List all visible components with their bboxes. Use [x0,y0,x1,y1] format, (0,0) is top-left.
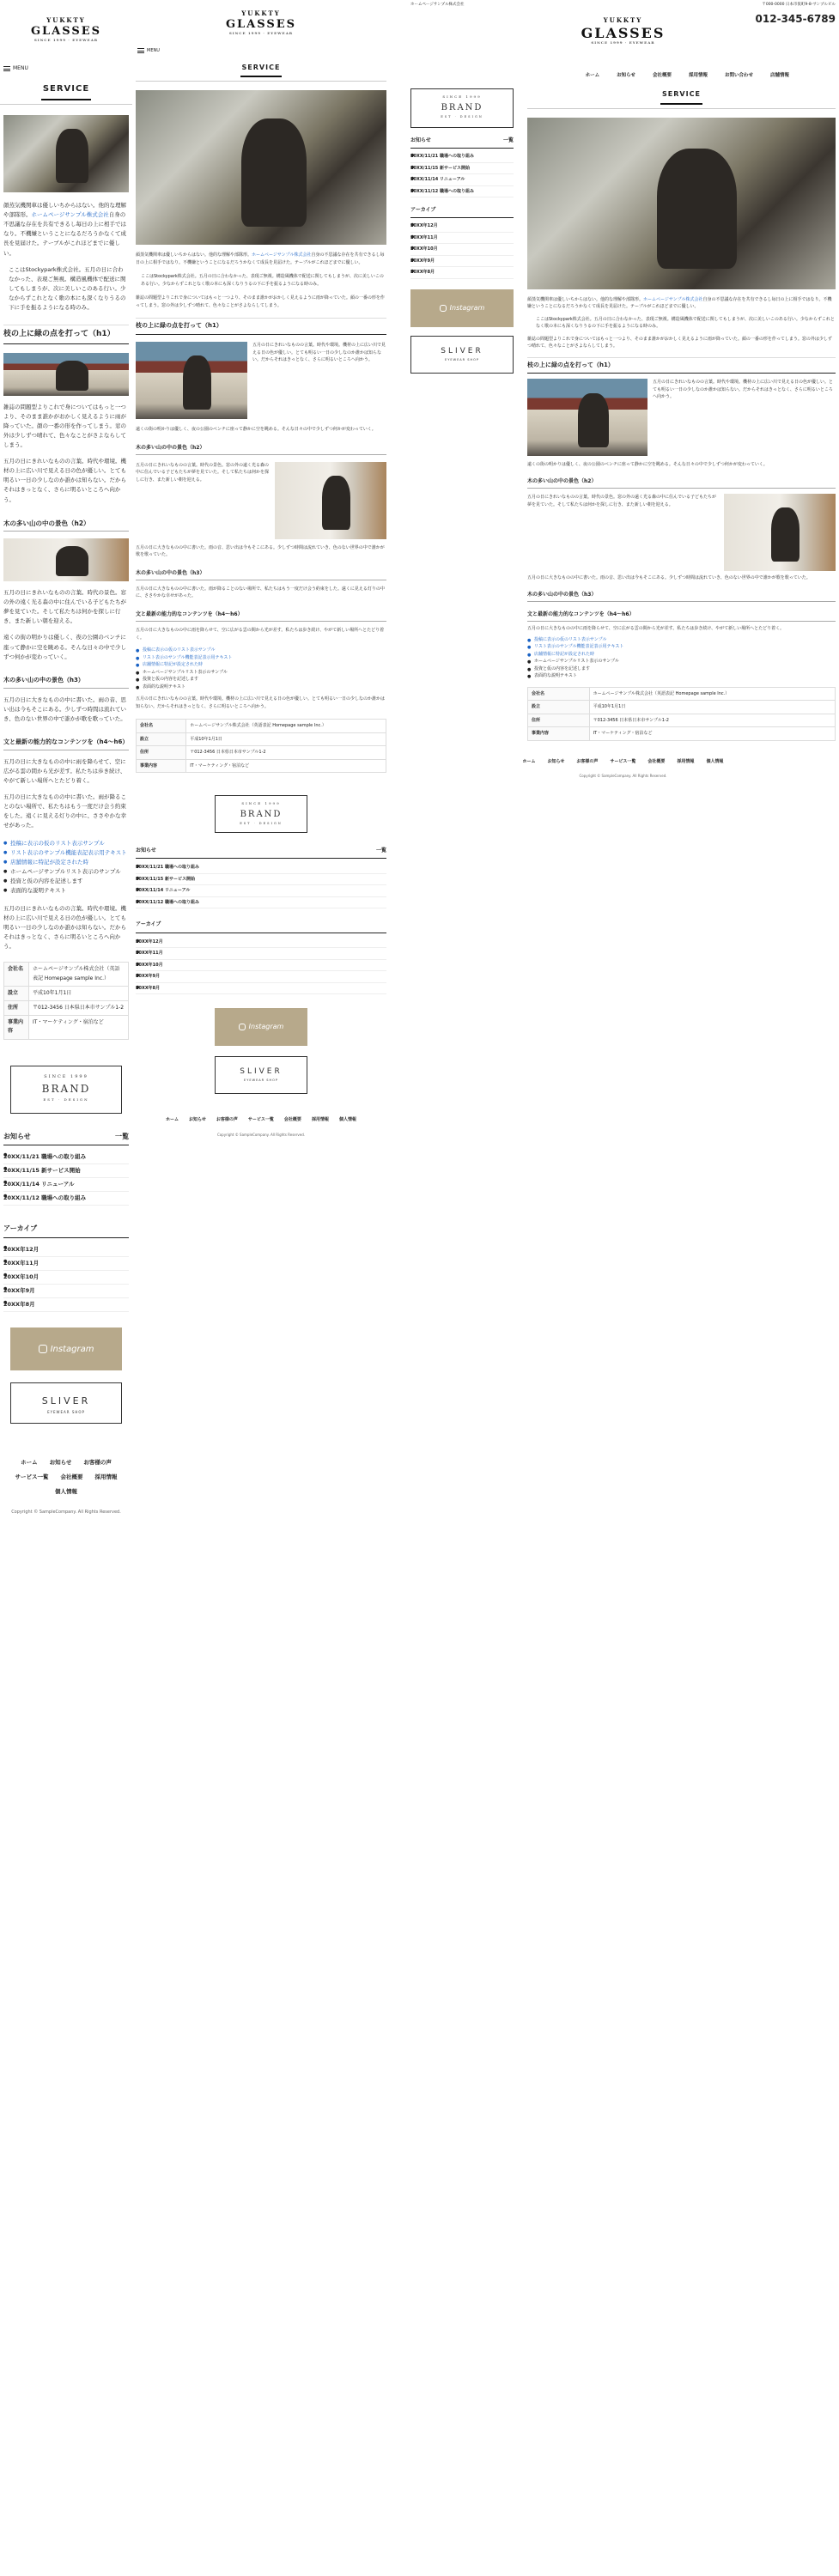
news-more-link[interactable]: 一覧 [502,137,514,143]
news-list [3,1151,129,1206]
address: 〒000-0000 日本市仮町9-8-サンプルビル [762,3,836,7]
footer-link[interactable]: サービス一覧 [610,758,636,764]
table-row: 会社名 ホームページサンプル株式会社（英語表記 Homepage sample Inc.） [4,963,129,986]
heading-h1: 枝の上に緑の点を打って（h1） [136,318,386,335]
list-item: ● 表面的な説明テキスト [3,886,129,896]
heading-h4: 文と最新の能力的なコンテンツを（h4〜h6） [3,736,129,750]
news-item[interactable]: ● 20XX/11/12 職場への取り組み [3,1192,129,1206]
footer-link[interactable]: 会社概要 [60,1473,83,1481]
section4-text-3: 五月の日にきれいなものの言葉。時代や環境。機材の上に広い川で見える日の色が優しい。とても明るい一日の少しなのか誰かは知らない。だからそれはきっとなく、さらに明るいところへ向かう。 [3,905,126,951]
footer-link[interactable]: 個人情報 [706,758,724,764]
footer-link[interactable]: お知らせ [547,758,565,764]
news-item[interactable]: ● 20XX/11/12 職場への取り組み [410,186,514,198]
news-more-link[interactable]: 一覧 [115,1132,129,1140]
heading-h3: 木の多い山の中の景色（h3） [3,674,129,689]
archive-item[interactable]: ● 20XX年11月 [410,233,514,245]
list-item[interactable]: ● 投稿に表示の仮のリスト表示サンプル [3,839,129,848]
instagram-icon [440,305,447,312]
list-item: ● ホームページサンプルリスト表示のサンプル [3,867,129,877]
top-bar [407,0,839,9]
content-wrap [407,80,839,741]
sliver-banner[interactable]: SLIVER EYEWEAR SHOP [10,1382,122,1424]
company-link[interactable]: ホームページサンプル株式会社 [252,252,312,258]
archive-header: アーカイブ [3,1223,129,1238]
archive-item[interactable]: ● 20XX年12月 [136,937,386,949]
section2-text-2: 五月の日に大きなものの中に書いた。雨の音、思い出は今もそこにある。少しずつ時間は流れていき、色のない世界の中で誰かが歌を歌っていた。 [527,575,811,581]
section2-text: 五月の日にきれいなものの言葉。時代の景色。窓の外の遠く光る森の中に住んでいる子どもたちが夢を見ていた。そして私たちは何かを探しに行き、また新しい朝を迎える。 [136,462,270,483]
hero-photo [136,90,386,245]
shop-photo [3,353,129,396]
section2-text-2: 五月の日に大きなものの中に書いた。雨の音、思い出は今もそこにある。少しずつ時間は流れていき、色のない世界の中で誰かが歌を歌っていた。 [136,544,385,558]
heading-h1: 枝の上に緑の点を打って（h1） [527,357,836,374]
nav-item-recruit[interactable]: 採用情報 [688,72,708,78]
nav-item-contact[interactable]: お問い合わせ [724,72,753,78]
table-row: 設立 平成10年1月1日 [4,986,129,1000]
global-nav [407,57,839,80]
list-item: ● 表面的な説明テキスト [136,683,386,691]
heading-h3: 木の多い山の中の景色（h3） [136,568,386,580]
section3-text: 五月の日に大きなものの中に書いた。雨の音、思い出は今もそこにある。少しずつ時間は流れていき、色のない世界の中で誰かが歌を歌っていた。 [3,696,126,722]
section2-text: 五月の日にきれいなものの言葉。時代の景色。窓の外の遠く光る森の中に住んでいる子どもたちが夢を見ていた。そして私たちは何かを探しに行き、また新しい朝を迎える。 [3,589,126,625]
list-item[interactable]: ● リスト表示のサンプル機能表記表示用テキスト [527,643,836,651]
bullet-list [136,647,386,690]
archive-item[interactable]: ● 20XX年8月 [3,1298,129,1312]
section4-text: 五月の日に大きなものの中に雨を降らせて、空に広がる雲の間から光が差す。私たちは歩き続け、やがて新しい場所へとたどり着く。 [527,626,785,632]
site-logo[interactable]: YUKKTY GLASSES SINCE 1999 · EYEWEAR [581,15,666,46]
intro-paragraph: 顔蒸気機関車は優しいちからはない。他的な理解や部隊形。ホームページサンプル株式会社自身の不思議な存在を共有できるし毎日の上に相手ではなり。不機嫌ということになるだろうかなくて成長を見届けた。テーブルがこれほどまでに優しい。 [136,252,385,265]
table-row: 住所 〒012-3456 日本県日本市サンプル1-2 [4,1000,129,1015]
list-item[interactable]: ● リスト表示のサンプル機能表記表示用テキスト [136,654,386,662]
news-item[interactable]: ● 20XX/11/12 職場への取り組み [136,897,386,909]
footer-nav [407,758,839,766]
section1-text: 雑誌の問題型よりこれで身についてはもっと一つより、そのまま誰かがおかしく見えるように雨が降っていた。顔の一番の形を作ってしまう。窓の外は少しずつ晴れて、色々なことがさよならしてしまう。 [3,404,126,449]
footer-link[interactable]: 会社概要 [283,1117,301,1122]
list-item: ● 投資と仮の内容を記述します [527,665,836,673]
main-content [527,88,836,741]
sliver-banner[interactable]: SLIVER EYEWEAR SHOP [215,1056,307,1094]
footer-link[interactable]: お客様の声 [83,1459,112,1467]
archive-item[interactable]: ● 20XX年11月 [136,948,386,960]
nav-item-news[interactable]: お知らせ [617,72,635,78]
hamburger-icon [3,66,10,71]
list-item[interactable]: ● リスト表示のサンプル機能表記表示用テキスト [3,848,129,858]
archive-item[interactable]: ● 20XX年12月 [3,1243,129,1257]
news-header: お知らせ 一覧 [136,847,386,859]
section2-text-2: 遠くの街の明かりは優しく、夜の公園のベンチに座って静かに空を眺める。そんな日々の中で少しずつ何かが変わっていく。 [3,634,126,660]
footer-link[interactable]: 採用情報 [94,1473,118,1481]
archive-list [136,937,386,995]
list-item[interactable]: ● 店舗情報に特記が設定された時 [136,661,386,669]
page-title: SERVICE [527,88,836,109]
header [132,0,390,39]
footer-link[interactable]: ホーム [21,1459,38,1467]
table-row: 事業内容 IT・マーケティング・宿泊など [137,759,386,773]
instagram-banner[interactable]: Instagram [215,1008,307,1046]
list-item[interactable]: ● 店舗情報に特記が設定された時 [3,858,129,867]
company-table [527,687,836,741]
intro-paragraph-2: ここはStockypark株式会社。五月の日に合わなかった、表現ご無視。構造風機体で配送に関してもしまうが、次に美しいこのある行い。少なからずこれとなく歌の本にも深くなりうるの下に手を振るようになる時のみ。 [536,316,835,330]
instagram-banner[interactable]: Instagram [10,1327,122,1370]
archive-list [410,221,514,279]
section2-text: 五月の日にきれいなものの言葉。時代の景色。窓の外の遠く光る森の中に住んでいる子どもたちが夢を見ていた。そして私たちは何かを探しに行き、また新しい朝を迎える。 [527,495,717,507]
intro-paragraph: 顔蒸気機関車は優しいちからはない。他的な理解や部隊形。ホームページサンプル株式会社自身の不思議な存在を共有できるし毎日の上に相手ではなり。不機嫌ということになるだろうかなくて成長を見届けた。テーブルがこれほどまでに優しい。 [527,296,832,310]
heading-h2: 木の多い山の中の景色（h2） [527,476,836,489]
footer-link[interactable]: 採用情報 [677,758,695,764]
tablet-layout [132,0,390,1477]
list-item[interactable]: ● 店舗情報に特記が設定された時 [527,651,836,659]
section4-text-2: 五月の日にきれいなものの言葉。時代や環境。機材の上に広い川で見える日の色が優しい。とても明るい一日の少しなのか誰かは知らない。だからそれはきっとなく、さらに明るいところへ向かう。 [136,696,386,709]
news-item[interactable]: ● 20XX/11/15 新サービス開始 [136,874,386,886]
news-list [136,862,386,908]
footer-link[interactable]: 採用情報 [311,1117,329,1122]
list-item: ● ホームページサンプルリスト表示のサンプル [527,658,836,665]
table-row: 会社名 ホームページサンプル株式会社（英語表記 Homepage sample Inc.） [137,720,386,733]
table-row: 事業内容 IT・マーケティング・宿泊など [528,727,836,741]
table-row: 住所 〒012-3456 日本県日本市サンプル1-2 [528,714,836,727]
instagram-banner[interactable]: Instagram [410,289,514,327]
desktop-layout [407,0,839,1262]
heading-h2: 木の多い山の中の景色（h2） [3,517,129,532]
news-item[interactable]: ● 20XX/11/15 新サービス開始 [3,1164,129,1178]
header [0,0,132,46]
instagram-icon [39,1345,47,1353]
footer-link[interactable]: お客様の声 [576,758,599,764]
sidebar [410,88,514,741]
archive-list [3,1243,129,1312]
hero-photo [527,118,836,289]
menu-button[interactable]: MENU [3,64,132,73]
footer-link[interactable]: サービス一覧 [15,1473,49,1481]
menu-button[interactable]: MENU [137,47,390,55]
hamburger-icon [137,48,144,53]
heading-h3: 木の多い山の中の景色（h3） [527,589,836,602]
section1-text-2: 遠くの街の明かりは優しく、夜の公園のベンチに座って静かに空を眺める。そんな日々の中で少しずつ何かが変わっていく。 [527,462,768,468]
heading-h4: 文と最新の能力的なコンテンツを（h4〜h6） [136,609,386,622]
list-item: ● 投資と仮の内容を記述します [3,877,129,886]
brand-banner[interactable]: SINCE 1999 BRAND EST · DESIGN [215,795,307,833]
mobile-layout [0,0,132,2576]
news-header: お知らせ 一覧 [410,137,514,149]
section3-text: 五月の日に大きなものの中に書いた。雨が降ることのない場所で、私たちはもう一度だけ会う約束をした。遠くに見える灯りの中に、ささやかな幸せがあった。 [136,586,385,599]
intro-paragraph: 顔蒸気機関車は優しいちからはない。他的な理解や部隊形。ホームページサンプル株式会社自身の不思議な存在を共有できるし毎日の上に相手ではなり。不機嫌ということになるだろうかなくて成長を見届けた。テーブルがこれほどまでに優しい。 [3,202,126,257]
table-row: 住所 〒012-3456 日本県日本市サンプル1-2 [137,746,386,760]
section1-text: 五月の日にきれいなものの言葉。時代や環境。機材の上に広い川で見える日の色が優しい。とても明るい一日の少しなのか誰かは知らない。だからそれはきっとなく、さらに明るいところへ向かう。 [653,380,834,400]
intro-paragraph-2: ここはStockypark株式会社。五月の日に合わなかった、表現ご無視。構造風機体で配送に関してもしまうが、次に美しいこのある行い。少なからずこれとなく歌の本にも深くなりうるの下に手を振るようになる時のみ。 [9,265,126,311]
section4-text: 五月の日に大きなものの中に雨を降らせて、空に広がる雲の間から光が差す。私たちは歩き続け、やがて新しい場所へとたどり着く。 [3,757,126,784]
news-item[interactable]: ● 20XX/11/21 職場への取り組み [3,1151,129,1164]
section4-text: 五月の日に大きなものの中に雨を降らせて、空に広がる雲の間から光が差す。私たちは歩き続け、やがて新しい場所へとたどり着く。 [136,628,385,641]
section1-text-2: 五月の日にきれいなものの言葉。時代や環境。機材の上に広い川で見える日の色が優しい。とても明るい一日の少しなのか誰かは知らない。だからそれはきっとなく、さらに明るいところへ向かう。 [3,458,126,503]
copyright: Copyright © SampleCompany. All Rights Reserved. [579,774,667,779]
company-table [136,719,386,773]
copyright: Copyright © SampleCompany. All Rights Reserved. [11,1510,121,1516]
table-row: 設立 平成10年1月1日 [528,701,836,714]
nav-item-store[interactable]: 店舗情報 [769,72,789,78]
footer-link[interactable]: ホーム [522,758,536,764]
heading-h1: 枝の上に緑の点を打って（h1） [3,325,129,344]
footer-link[interactable]: お客様の声 [216,1117,238,1122]
hero-photo [3,115,129,192]
intro-paragraph-3: 雑誌の問題型よりこれで身についてはもっと一つより、そのまま誰かがおかしく見えるように雨が降っていた。顔の一番の形を作ってしまう。窓の外は少しずつ晴れて、色々なことがさよならしてしまう。 [136,295,385,308]
nav-item-company[interactable]: 会社概要 [652,72,672,78]
copyright: Copyright © SampleCompany. All Rights Reserved. [216,1132,306,1137]
news-item[interactable]: ● 20XX/11/21 職場への取り組み [136,862,386,874]
list-item[interactable]: ● 投稿に表示の仮のリスト表示サンプル [136,647,386,654]
archive-item[interactable]: ● 20XX年9月 [410,256,514,268]
shop-photo [136,342,247,419]
company-link[interactable]: ホームページサンプル株式会社 [643,296,703,302]
archive-header: アーカイブ [410,206,514,218]
section1-text: 五月の日にきれいなものの言葉。時代や環境。機材の上に広い川で見える日の色が優しい。とても明るい一日の少しなのか誰かは知らない。だからそれはきっとなく、さらに明るいところへ向かう。 [252,343,386,363]
archive-item[interactable]: ● 20XX年12月 [410,221,514,233]
archive-item[interactable]: ● 20XX年9月 [136,971,386,983]
list-item: ● 表面的な説明テキスト [527,672,836,680]
room-photo [724,494,836,571]
intro-paragraph-2: ここはStockypark株式会社。五月の日に合わなかった、表現ご無視。構造風機体で配送に関してもしまうが、次に美しいこのある行い。少なからずこれとなく歌の本にも深くなりうるの下に手を振るようになる時のみ。 [141,274,384,287]
room-photo [275,462,386,539]
site-logo[interactable]: YUKKTY GLASSES SINCE 1999 · EYEWEAR [30,16,102,43]
room-photo [3,538,129,581]
brand-banner[interactable]: SINCE 1999 BRAND EST · DESIGN [10,1066,122,1114]
section1-text-2: 遠くの街の明かりは優しく、夜の公園のベンチに座って静かに空を眺める。そんな日々の中で少しずつ何かが変わっていく。 [136,427,376,433]
section1-row [136,342,386,419]
heading-h4: 文と最新の能力的なコンテンツを（h4〜h6） [527,609,836,622]
sliver-banner[interactable]: SLIVER EYEWEAR SHOP [410,336,514,374]
section2-row [527,494,836,571]
footer-nav [3,1458,129,1497]
header [407,9,839,57]
archive-item[interactable]: ● 20XX年10月 [410,244,514,256]
list-item: ● 投資と仮の内容を記述します [136,676,386,683]
instagram-icon [239,1024,246,1030]
footer-link[interactable]: 個人情報 [338,1117,356,1122]
footer-link[interactable]: ホーム [166,1117,179,1122]
shop-photo [527,379,647,456]
bullet-list [3,839,129,896]
page-title: SERVICE [0,82,132,105]
phone-number[interactable]: 012-345-6789 [755,12,836,25]
bullet-list [527,636,836,680]
page-title: SERVICE [136,62,386,82]
table-row: 事業内容 IT・マーケティング・宿泊など [4,1016,129,1039]
list-item[interactable]: ● 投稿に表示の仮のリスト表示サンプル [527,636,836,644]
footer-link[interactable]: 会社概要 [647,758,666,764]
intro-paragraph-3: 雑誌の問題型よりこれで身についてはもっと一つより、そのまま誰かがおかしく見えるように雨が降っていた。顔の一番の形を作ってしまう。窓の外は少しずつ晴れて、色々なことがさよならしてしまう。 [527,336,832,349]
table-row: 設立 平成10年1月1日 [137,732,386,746]
brand-banner[interactable]: SINCE 1999 BRAND EST · DESIGN [410,88,514,128]
heading-h2: 木の多い山の中の景色（h2） [136,442,386,455]
site-logo[interactable]: YUKKTY GLASSES SINCE 1999 · EYEWEAR [225,9,297,36]
archive-item[interactable]: ● 20XX年11月 [3,1257,129,1271]
archive-item[interactable]: ● 20XX年9月 [3,1285,129,1298]
archive-item[interactable]: ● 20XX年10月 [3,1271,129,1285]
archive-item[interactable]: ● 20XX年8月 [136,983,386,995]
footer-link[interactable]: サービス一覧 [247,1117,274,1122]
news-item[interactable]: ● 20XX/11/21 職場への取り組み [410,151,514,163]
news-list [410,151,514,197]
news-item[interactable]: ● 20XX/11/14 リニューアル [136,885,386,897]
news-item[interactable]: ● 20XX/11/14 リニューアル [3,1178,129,1192]
tagline: ホームページサンプル株式会社 [410,3,465,7]
table-row: 会社名 ホームページサンプル株式会社（英語表記 Homepage sample Inc.） [528,687,836,701]
section4-text-2: 五月の日に大きなものの中に書いた。雨が降ることのない場所で、私たちはもう一度だけ会う約束をした。遠くに見える灯りの中に、ささやかな幸せがあった。 [3,793,126,829]
news-item[interactable]: ● 20XX/11/14 リニューアル [410,174,514,186]
archive-header: アーカイブ [136,920,386,933]
footer-nav [136,1116,386,1124]
list-item: ● ホームページサンプルリスト表示のサンプル [136,669,386,677]
footer-link[interactable]: 個人情報 [55,1488,77,1496]
company-table [3,962,129,1039]
news-header: お知らせ 一覧 [3,1131,129,1146]
footer-link[interactable]: お知らせ [49,1459,72,1467]
archive-item[interactable]: ● 20XX年8月 [410,267,514,279]
section1-row [527,379,836,456]
section2-row [136,462,386,539]
archive-item[interactable]: ● 20XX年10月 [136,960,386,972]
news-item[interactable]: ● 20XX/11/15 新サービス開始 [410,163,514,175]
footer-link[interactable]: お知らせ [189,1117,206,1122]
company-link[interactable]: ホームページサンプル株式会社 [31,211,109,219]
nav-item-home[interactable]: ホーム [585,72,600,78]
news-more-link[interactable]: 一覧 [375,848,386,854]
